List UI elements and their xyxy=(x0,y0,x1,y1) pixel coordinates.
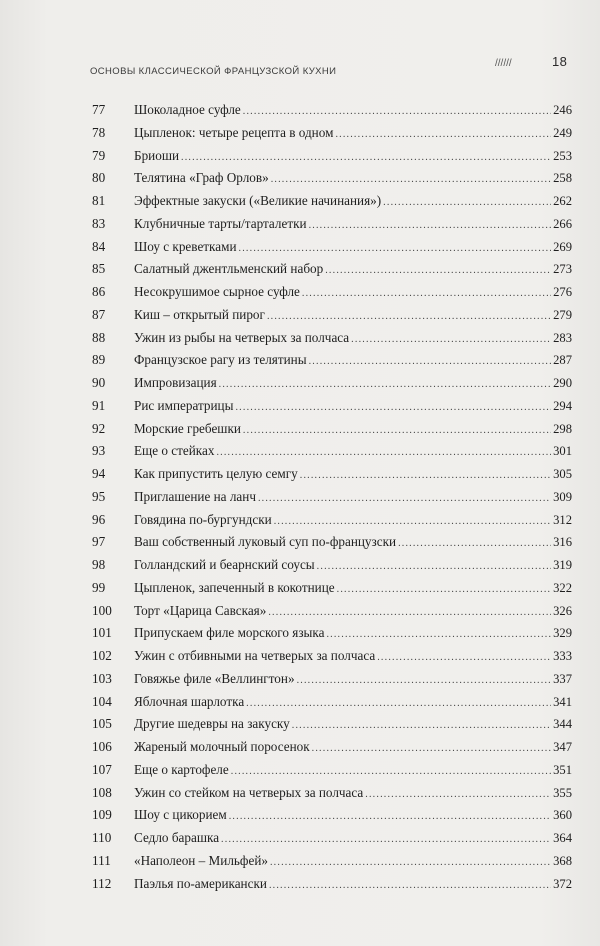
toc-page-number: 326 xyxy=(553,603,572,618)
toc-chapter-title: «Наполеон – Мильфей» xyxy=(134,852,268,868)
toc-chapter-title: Яблочная шарлотка xyxy=(134,693,245,709)
running-title: ОСНОВЫ КЛАССИЧЕСКОЙ ФРАНЦУЗСКОЙ КУХНИ xyxy=(90,66,337,77)
toc-entry xyxy=(92,236,572,259)
toc-leader-dots xyxy=(312,738,551,761)
toc-chapter-title: Шоу с цикорием xyxy=(134,807,227,823)
toc-leader-dots xyxy=(239,238,552,261)
toc-page-number: 351 xyxy=(553,762,572,777)
toc-chapter-title: Другие шедевры на закуску xyxy=(134,716,290,732)
toc-chapter-title: Бриоши xyxy=(134,147,180,163)
toc-leader-dots xyxy=(383,192,551,215)
toc-chapter-title: Киш – открытый пирог xyxy=(134,306,265,322)
toc-leader-dots xyxy=(326,624,551,647)
toc-page-number: 364 xyxy=(553,831,572,845)
toc-entry xyxy=(92,782,572,805)
toc-chapter-title: Салатный джентльменский набор xyxy=(134,261,324,277)
toc-chapter-number: 107 xyxy=(92,761,112,777)
toc-page-number: 287 xyxy=(553,353,572,368)
toc-chapter-number: 96 xyxy=(92,511,106,527)
toc-chapter-title: Паэлья по-американски xyxy=(134,875,267,891)
toc-chapter-title: Телятина «Граф Орлов» xyxy=(134,170,269,186)
toc-page-number: 301 xyxy=(553,444,572,459)
toc-chapter-title: Приглашение на ланч xyxy=(134,488,256,504)
toc-page-number: 309 xyxy=(553,489,572,504)
toc-entry xyxy=(92,281,572,304)
toc-chapter-number: 84 xyxy=(92,238,106,254)
toc-page-number: 305 xyxy=(553,467,572,481)
toc-chapter-title: Говядина по-бургундски xyxy=(134,511,272,527)
toc-chapter-title: Эффектные закуски («Великие начинания») xyxy=(134,193,382,208)
toc-entry xyxy=(92,804,572,827)
toc-chapter-number: 89 xyxy=(92,352,106,368)
toc-chapter-number: 86 xyxy=(92,284,106,299)
toc-page-number: 341 xyxy=(553,694,572,709)
toc-chapter-title: Говяжье филе «Веллингтон» xyxy=(134,670,295,686)
toc-page-number: 337 xyxy=(553,671,572,686)
toc-leader-dots xyxy=(219,374,551,397)
toc-chapter-number: 99 xyxy=(92,579,106,595)
toc-entry xyxy=(92,850,572,873)
toc-leader-dots xyxy=(243,101,551,124)
toc-leader-dots xyxy=(302,283,551,306)
toc-chapter-number: 93 xyxy=(92,443,106,459)
toc-leader-dots xyxy=(325,260,551,283)
toc-chapter-number: 109 xyxy=(92,807,112,823)
toc-entry xyxy=(92,440,572,463)
toc-page-number: 344 xyxy=(553,717,572,732)
toc-page-number: 262 xyxy=(553,194,572,208)
table-of-contents xyxy=(92,99,572,895)
toc-leader-dots xyxy=(235,397,551,420)
toc-chapter-number: 110 xyxy=(92,830,112,845)
toc-page-number: 294 xyxy=(553,398,572,413)
toc-leader-dots xyxy=(181,147,551,170)
toc-entry xyxy=(92,258,572,281)
toc-chapter-number: 91 xyxy=(92,397,106,413)
toc-page-number: 253 xyxy=(553,148,572,163)
toc-leader-dots xyxy=(268,602,551,625)
toc-chapter-number: 105 xyxy=(92,716,112,732)
toc-entry xyxy=(92,486,572,509)
toc-chapter-title: Торт «Царица Савская» xyxy=(134,602,267,618)
toc-chapter-title: Ваш собственный луковый суп по-французски xyxy=(134,534,397,550)
toc-chapter-number: 108 xyxy=(92,784,112,800)
toc-entry xyxy=(92,190,572,213)
toc-leader-dots xyxy=(377,647,551,670)
toc-chapter-number: 92 xyxy=(92,420,106,436)
header-decoration: ////// xyxy=(495,58,512,69)
toc-chapter-title: Импровизация xyxy=(134,375,217,390)
toc-entry xyxy=(92,668,572,691)
toc-chapter-number: 98 xyxy=(92,557,106,572)
toc-chapter-title: Седло барашка xyxy=(134,830,220,845)
toc-entry xyxy=(92,99,572,122)
toc-entry xyxy=(92,600,572,623)
toc-page-number: 347 xyxy=(553,740,572,754)
toc-chapter-number: 87 xyxy=(92,306,106,322)
toc-chapter-number: 97 xyxy=(92,534,106,550)
toc-chapter-title: Шоу с креветками xyxy=(134,238,237,254)
toc-leader-dots xyxy=(269,875,551,898)
toc-chapter-title: Еще о картофеле xyxy=(134,761,229,777)
toc-page-number: 276 xyxy=(553,285,572,299)
toc-chapter-title: Как припустить целую семгу xyxy=(134,466,298,481)
toc-chapter-number: 80 xyxy=(92,170,106,186)
toc-chapter-number: 95 xyxy=(92,488,106,504)
toc-leader-dots xyxy=(274,511,551,534)
toc-page-number: 246 xyxy=(553,103,572,117)
toc-chapter-number: 79 xyxy=(92,147,106,163)
toc-entry xyxy=(92,145,572,168)
toc-leader-dots xyxy=(229,806,551,829)
toc-leader-dots xyxy=(297,670,552,693)
toc-leader-dots xyxy=(398,533,551,556)
toc-page-number: 298 xyxy=(553,421,572,436)
toc-chapter-number: 100 xyxy=(92,602,112,618)
toc-page-number: 333 xyxy=(553,649,572,663)
toc-chapter-title: Жареный молочный поросенок xyxy=(134,739,310,754)
toc-chapter-title: Припускаем филе морского языка xyxy=(134,625,325,641)
toc-page-number: 279 xyxy=(553,307,572,322)
toc-chapter-title: Голландский и беарнский соусы xyxy=(134,557,315,572)
toc-leader-dots xyxy=(365,784,551,807)
toc-entry xyxy=(92,577,572,600)
toc-chapter-title: Морские гребешки xyxy=(134,420,241,436)
toc-entry xyxy=(92,554,572,577)
toc-chapter-number: 101 xyxy=(92,625,112,641)
toc-page-number: 266 xyxy=(553,216,572,231)
toc-leader-dots xyxy=(231,761,551,784)
toc-chapter-number: 81 xyxy=(92,193,106,208)
toc-entry xyxy=(92,645,572,668)
page-number: 18 xyxy=(552,54,568,69)
toc-page-number: 360 xyxy=(553,808,572,823)
toc-chapter-number: 83 xyxy=(92,215,106,231)
toc-entry xyxy=(92,395,572,418)
toc-chapter-number: 111 xyxy=(92,852,111,868)
toc-chapter-title: Рис императрицы xyxy=(134,397,234,413)
toc-entry xyxy=(92,418,572,441)
toc-page-number: 372 xyxy=(553,876,572,891)
toc-page-number: 249 xyxy=(553,125,572,140)
toc-entry xyxy=(92,463,572,486)
toc-chapter-number: 90 xyxy=(92,375,106,390)
toc-chapter-number: 104 xyxy=(92,693,112,709)
toc-leader-dots xyxy=(292,715,551,738)
toc-chapter-title: Цыпленок: четыре рецепта в одном xyxy=(134,124,334,140)
toc-entry xyxy=(92,736,572,759)
toc-chapter-number: 78 xyxy=(92,124,106,140)
toc-page-number: 283 xyxy=(553,330,572,345)
toc-leader-dots xyxy=(337,579,551,602)
toc-entry xyxy=(92,327,572,350)
toc-leader-dots xyxy=(271,169,551,192)
toc-entry xyxy=(92,713,572,736)
toc-chapter-number: 85 xyxy=(92,261,106,277)
toc-chapter-title: Ужин с отбивными на четверых за полчаса xyxy=(134,648,376,663)
toc-chapter-number: 106 xyxy=(92,739,112,754)
toc-entry xyxy=(92,759,572,782)
toc-page-number: 368 xyxy=(553,853,572,868)
toc-leader-dots xyxy=(246,693,551,716)
toc-entry xyxy=(92,122,572,145)
toc-entry xyxy=(92,372,572,395)
toc-chapter-number: 88 xyxy=(92,329,106,345)
toc-page-number: 258 xyxy=(553,171,572,186)
toc-leader-dots xyxy=(270,852,551,875)
toc-leader-dots xyxy=(317,556,551,579)
toc-entry xyxy=(92,827,572,850)
toc-page-number: 316 xyxy=(553,535,572,550)
toc-leader-dots xyxy=(267,306,551,329)
running-head xyxy=(90,54,570,77)
toc-leader-dots xyxy=(309,351,552,374)
toc-chapter-title: Несокрушимое сырное суфле xyxy=(134,284,300,299)
toc-page-number: 322 xyxy=(553,580,572,595)
toc-leader-dots xyxy=(216,442,551,465)
toc-entry xyxy=(92,691,572,714)
toc-leader-dots xyxy=(309,215,552,238)
toc-page-number: 290 xyxy=(553,376,572,390)
toc-entry xyxy=(92,349,572,372)
toc-entry xyxy=(92,509,572,532)
toc-leader-dots xyxy=(221,829,551,852)
toc-chapter-title: Ужин из рыбы на четверых за полчаса xyxy=(134,329,350,345)
toc-page-number: 319 xyxy=(553,558,572,572)
toc-chapter-title: Ужин со стейком на четверых за полчаса xyxy=(134,784,364,800)
toc-leader-dots xyxy=(243,420,551,443)
toc-chapter-title: Цыпленок, запеченный в кокотнице xyxy=(134,579,335,595)
toc-leader-dots xyxy=(335,124,551,147)
toc-chapter-number: 112 xyxy=(92,875,112,891)
toc-entry xyxy=(92,873,572,896)
toc-chapter-title: Клубничные тарты/тарталетки xyxy=(134,215,307,231)
toc-entry xyxy=(92,622,572,645)
toc-leader-dots xyxy=(300,465,551,488)
toc-entry xyxy=(92,531,572,554)
toc-chapter-number: 77 xyxy=(92,102,106,117)
toc-chapter-title: Еще о стейках xyxy=(134,443,215,459)
toc-leader-dots xyxy=(258,488,551,511)
toc-page-number: 312 xyxy=(553,512,572,527)
toc-leader-dots xyxy=(351,329,551,352)
toc-chapter-number: 103 xyxy=(92,670,112,686)
toc-page-number: 273 xyxy=(553,262,572,277)
toc-chapter-title: Шоколадное суфле xyxy=(134,102,241,117)
toc-entry xyxy=(92,213,572,236)
toc-entry xyxy=(92,304,572,327)
toc-entry xyxy=(92,167,572,190)
toc-chapter-number: 94 xyxy=(92,466,106,481)
toc-page-number: 269 xyxy=(553,239,572,254)
toc-page-number: 329 xyxy=(553,626,572,641)
toc-chapter-number: 102 xyxy=(92,648,112,663)
toc-page-number: 355 xyxy=(553,785,572,800)
toc-chapter-title: Французское рагу из телятины xyxy=(134,352,307,368)
